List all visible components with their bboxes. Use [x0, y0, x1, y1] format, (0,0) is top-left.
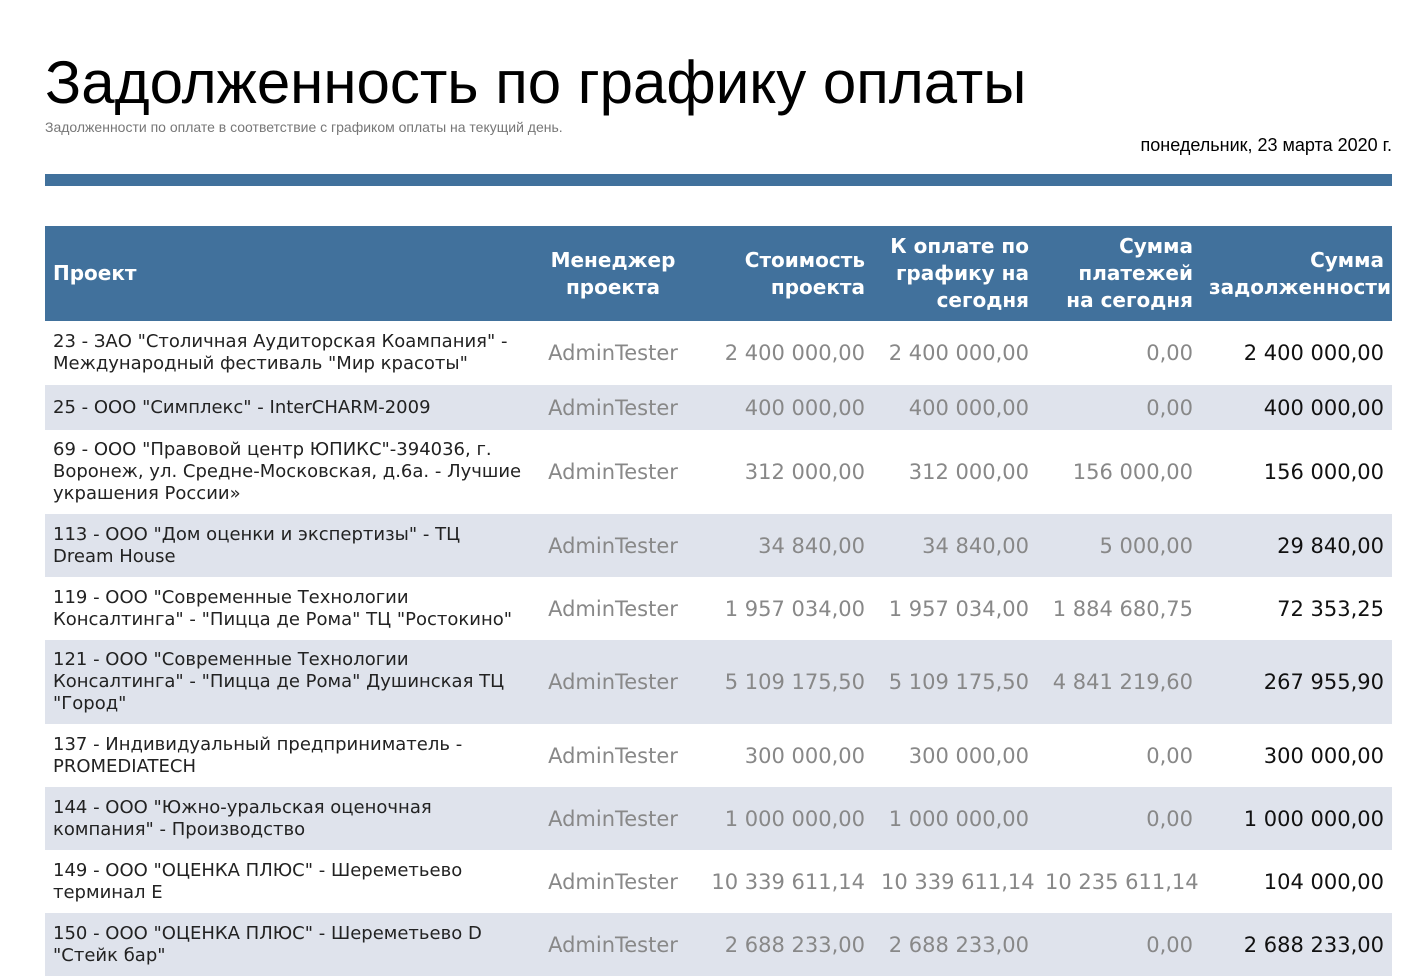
cell-cost: 400 000,00: [693, 385, 873, 430]
cell-manager: AdminTester: [533, 787, 693, 850]
column-header-debt[interactable]: Сумма задолженности: [1201, 226, 1392, 321]
report-subtitle: Задолженности по оплате в соответствие с графиком оплаты на текущий день.: [45, 119, 563, 135]
cell-project: 149 - ООО "ОЦЕНКА ПЛЮС" - Шереметьево терминал E: [53, 859, 463, 903]
cell-paid: 1 884 680,75: [1052, 596, 1193, 621]
cell-cost: 34 840,00: [693, 514, 873, 577]
cell-paid: 5 000,00: [1037, 514, 1201, 577]
cell-due: 2 400 000,00: [888, 341, 1029, 365]
cell-manager: AdminTester: [533, 514, 693, 577]
cell-paid: 0,00: [1037, 385, 1201, 430]
cell-due: 1 000 000,00: [873, 787, 1037, 850]
cell-due: 5 109 175,50: [873, 640, 1037, 724]
column-header-paid[interactable]: Сумма платежей на сегодня: [1037, 226, 1201, 321]
column-header-cost[interactable]: Стоимость проекта: [693, 226, 873, 321]
cell-debt: 300 000,00: [1263, 743, 1384, 768]
cell-manager: AdminTester: [548, 743, 678, 768]
cell-due: 1 957 034,00: [888, 596, 1029, 621]
cell-cost: 5 109 175,50: [693, 640, 873, 724]
cell-due: 400 000,00: [873, 385, 1037, 430]
cell-debt: 72 353,25: [1277, 596, 1384, 621]
cell-project: 23 - ЗАО "Столичная Аудиторская Коампания" - Международный фестиваль "Мир красоты": [53, 331, 508, 374]
report-title: Задолженность по графику оплаты: [45, 49, 1027, 116]
cell-project: 150 - ООО "ОЦЕНКА ПЛЮС" - Шереметьево D "Стейк бар": [45, 913, 533, 976]
column-header-project[interactable]: Проект: [45, 226, 533, 321]
cell-manager: AdminTester: [533, 640, 693, 724]
table-row[interactable]: [45, 514, 1392, 577]
cell-paid: 156 000,00: [1072, 460, 1193, 484]
cell-project: 69 - ООО "Правовой центр ЮПИКС"-394036, г. Воронеж, ул. Средне-Московская, д.6а. - Лучшие украшения России»: [53, 439, 522, 504]
cell-project: 119 - ООО "Современные Технологии Консалтинга" - "Пицца де Рома" ТЦ "Ростокино": [53, 586, 512, 630]
cell-manager: AdminTester: [533, 385, 693, 430]
cell-project: 113 - ООО "Дом оценки и экспертизы" - ТЦ Dream House: [45, 514, 533, 577]
report-date: понедельник, 23 марта 2020 г.: [1140, 135, 1392, 155]
cell-cost: 1 957 034,00: [724, 596, 865, 621]
cell-debt: 267 955,90: [1201, 640, 1392, 724]
cell-project: 121 - ООО "Современные Технологии Консалтинга" - "Пицца де Рома" Душинская ТЦ "Город": [45, 640, 533, 724]
column-header-due[interactable]: К оплате по графику на сегодня: [873, 226, 1037, 321]
cell-paid: 0,00: [1037, 913, 1201, 976]
cell-debt: 400 000,00: [1201, 385, 1392, 430]
cell-paid: 10 235 611,14: [1045, 869, 1199, 894]
cell-manager: AdminTester: [548, 341, 678, 365]
cell-project: 137 - Индивидуальный предприниматель - PROMEDIATECH: [53, 733, 463, 777]
cell-project: 144 - ООО "Южно-уральская оценочная компания" - Производство: [45, 787, 533, 850]
table-row[interactable]: [45, 640, 1392, 724]
cell-debt: 29 840,00: [1201, 514, 1392, 577]
cell-cost: 2 400 000,00: [724, 341, 865, 365]
table-header-row: [45, 226, 1392, 321]
cell-paid: 0,00: [1037, 787, 1201, 850]
table-row[interactable]: [45, 577, 1392, 640]
header-divider: [45, 174, 1392, 186]
cell-debt: 2 688 233,00: [1201, 913, 1392, 976]
cell-due: 34 840,00: [873, 514, 1037, 577]
cell-cost: 312 000,00: [744, 460, 865, 484]
debt-table: [45, 226, 1392, 976]
cell-manager: AdminTester: [548, 596, 678, 621]
table-row[interactable]: [45, 385, 1392, 430]
cell-cost: 1 000 000,00: [693, 787, 873, 850]
cell-debt: 156 000,00: [1263, 460, 1384, 484]
cell-project: 25 - ООО "Симплекс" - InterCHARM-2009: [45, 385, 533, 430]
cell-due: 10 339 611,14: [881, 869, 1035, 894]
cell-cost: 300 000,00: [744, 743, 865, 768]
table-row[interactable]: [45, 787, 1392, 850]
table-row[interactable]: [45, 850, 1392, 913]
cell-manager: AdminTester: [548, 869, 678, 894]
cell-due: 300 000,00: [908, 743, 1029, 768]
cell-due: 2 688 233,00: [873, 913, 1037, 976]
cell-cost: 10 339 611,14: [711, 869, 865, 894]
cell-debt: 1 000 000,00: [1201, 787, 1392, 850]
table-row[interactable]: [45, 430, 1392, 514]
cell-debt: 104 000,00: [1263, 869, 1384, 894]
table-row[interactable]: [45, 913, 1392, 976]
cell-manager: AdminTester: [533, 913, 693, 976]
table-row[interactable]: [45, 724, 1392, 787]
cell-due: 312 000,00: [908, 460, 1029, 484]
cell-paid: 4 841 219,60: [1037, 640, 1201, 724]
cell-paid: 0,00: [1146, 341, 1193, 365]
table-row[interactable]: [45, 321, 1392, 385]
cell-cost: 2 688 233,00: [693, 913, 873, 976]
cell-paid: 0,00: [1146, 743, 1193, 768]
cell-manager: AdminTester: [548, 460, 678, 484]
column-header-manager[interactable]: Менеджер проекта: [533, 226, 693, 321]
cell-debt: 2 400 000,00: [1243, 341, 1384, 365]
